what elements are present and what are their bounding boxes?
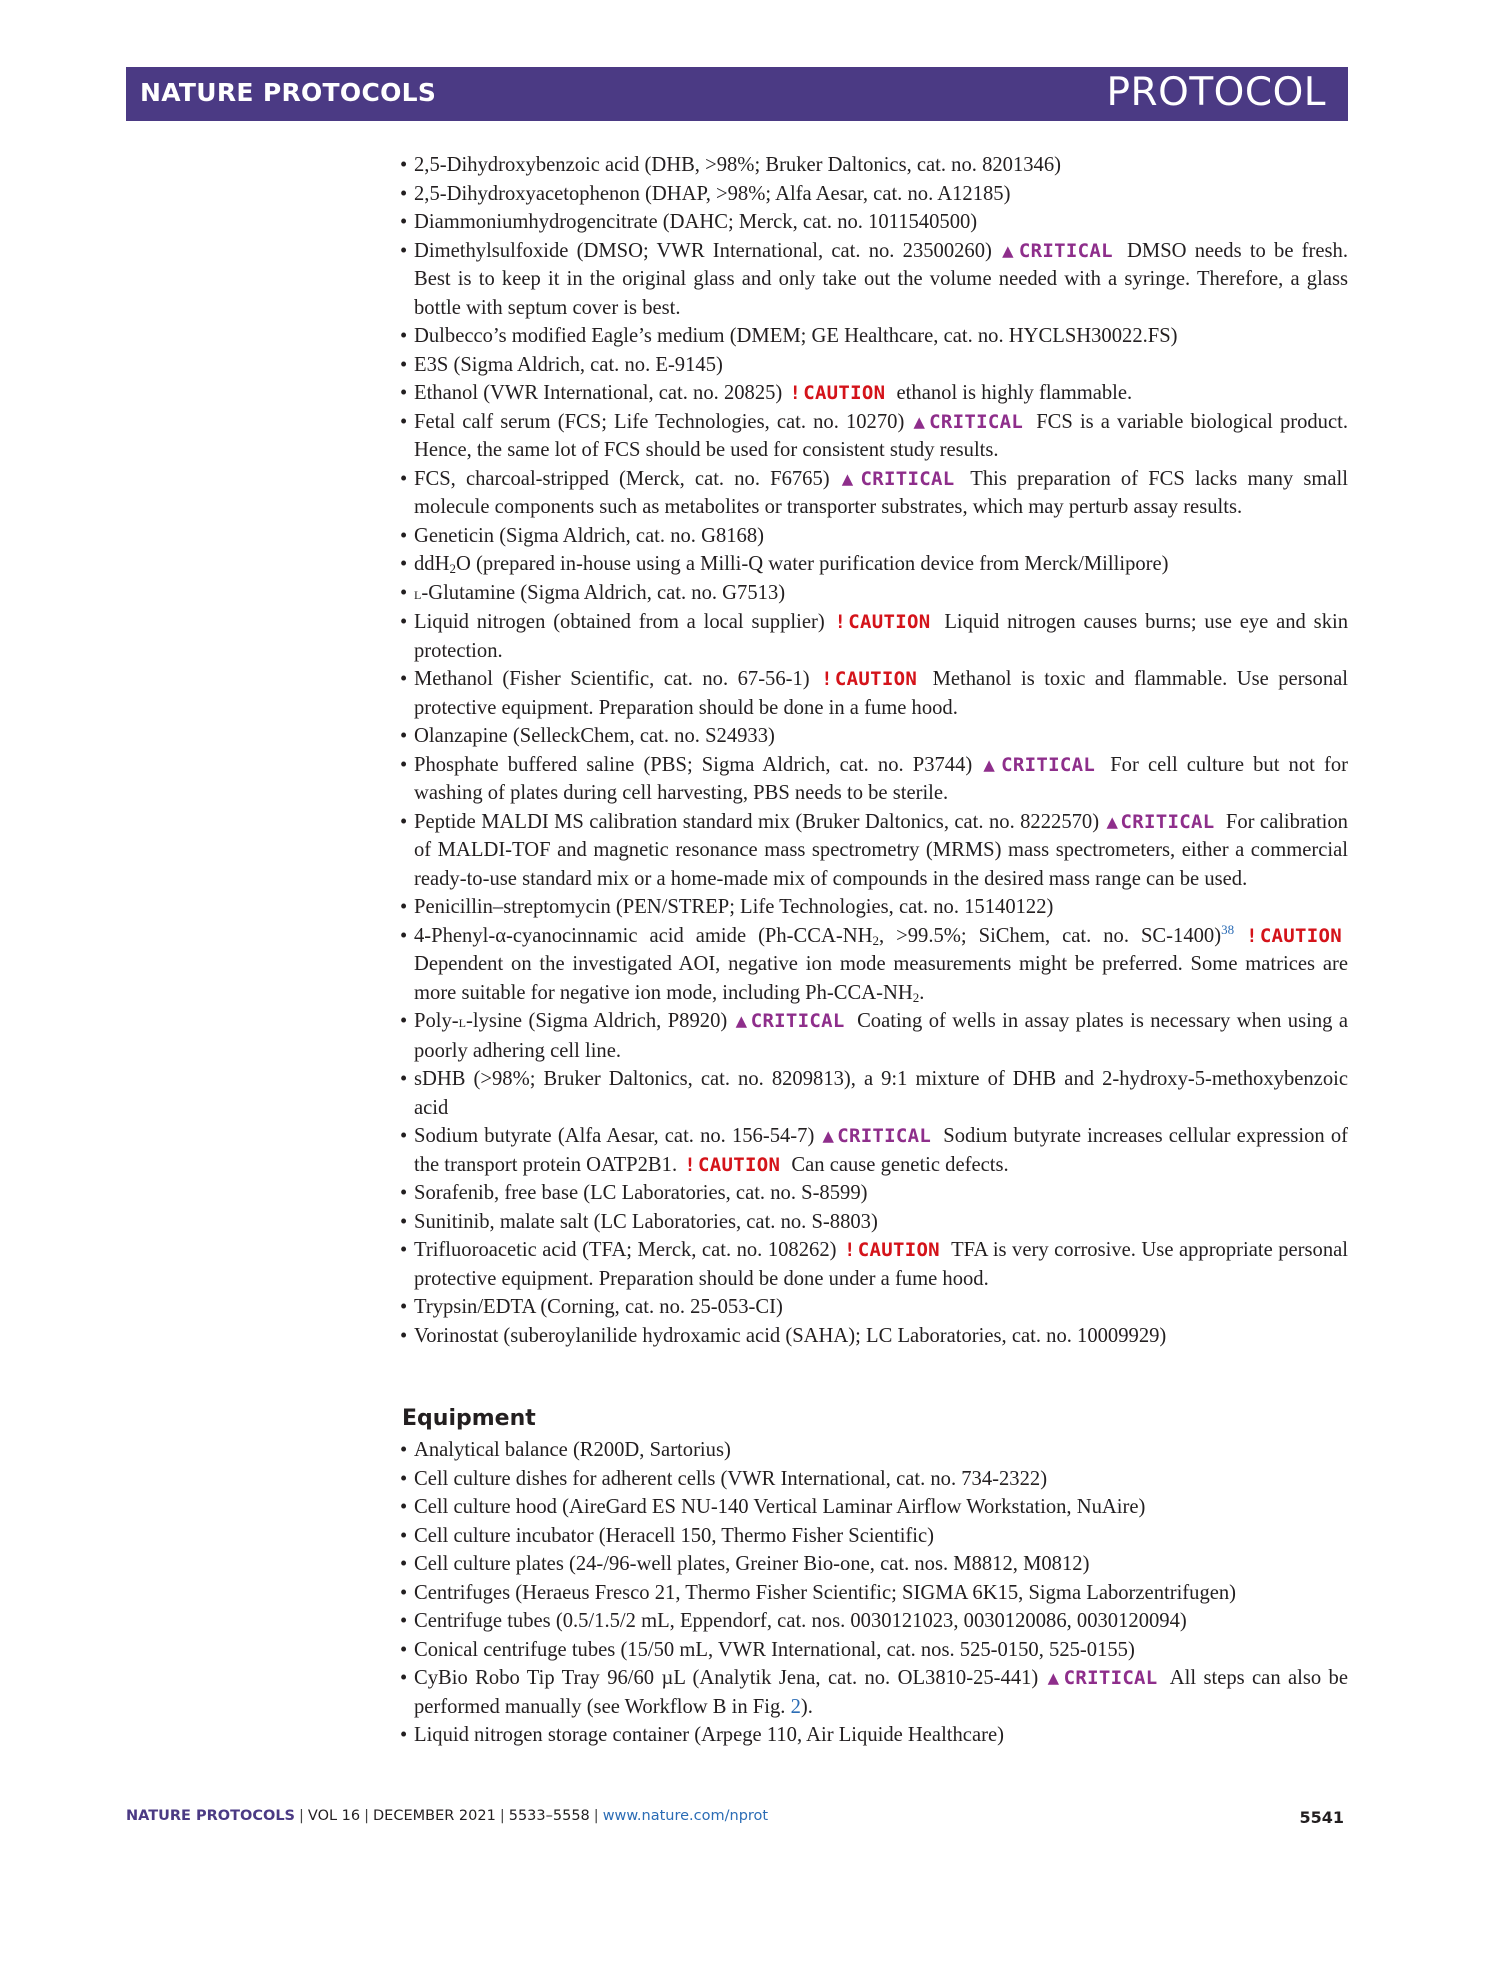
critical-triangle-icon: ▲ <box>983 753 1000 776</box>
list-item: • 4-Phenyl-α-cyanocinnamic acid amide ($Ph-CCA-NH_2$, >99.5%; SiChem, cat. no. SC-1400)$^{38}$ ! CAUTION Dependent on the investigated AOI, negative ion mode measurements might be preferred. Some matrices are more suitable for negative ion mode, including $Ph-CCA-NH_2$. <box>402 922 1348 1008</box>
list-item: • Dimethylsulfoxide (DMSO; VWR International, cat. no. 23500260) ▲ CRITICAL DMSO needs to be fresh. Best is to keep it in the original glass and only take out the volume needed with a syringe. Therefore, a glass bottle with septum cover is best. <box>402 237 1348 323</box>
equipment-heading: Equipment <box>402 1406 536 1431</box>
critical-triangle-icon: ▲ <box>1002 239 1017 262</box>
list-item: • Olanzapine (SelleckChem, cat. no. S24933) <box>402 722 1348 751</box>
list-item: • Diammoniumhydrogencitrate (DAHC; Merck, cat. no. 1011540500) <box>402 208 1348 237</box>
main-content <box>402 151 1348 1750</box>
list-item: • Centrifuge tubes (0.5/1.5/2 mL, Eppendorf, cat. nos. 0030121023, 0030120086, 0030120094) <box>402 1607 1348 1636</box>
list-item: • Sodium butyrate (Alfa Aesar, cat. no. 156-54-7) ▲ CRITICAL Sodium butyrate increases cellular expression of the transport protein OATP2B1. ! CAUTION Can cause genetic defects. <box>402 1122 1348 1179</box>
footer-pages: 5533–5558 <box>508 1808 590 1824</box>
list-item: • Centrifuges (Heraeus Fresco 21, Thermo Fisher Scientific; SIGMA 6K15, Sigma Laborzentrifugen) <box>402 1579 1348 1608</box>
caution-exclamation-icon: ! <box>834 611 847 633</box>
footer-journal: NATURE PROTOCOLS <box>126 1808 296 1824</box>
page-footer: NATURE PROTOCOLS | VOL 16 | DECEMBER 2021 | 5533–5558 | www.nature.com/nprot 5541 <box>126 1808 1344 1827</box>
list-item: • CyBio Robo Tip Tray 96/60 µL (Analytik Jena, cat. no. OL3810-25-441) ▲ CRITICAL All steps can also be performed manually (see Workflow B in Fig. 2). <box>402 1664 1348 1721</box>
list-item: • Sunitinib, malate salt (LC Laboratories, cat. no. S-8803) <box>402 1208 1348 1237</box>
list-item: • Poly-l-lysine (Sigma Aldrich, P8920) ▲ CRITICAL Coating of wells in assay plates is necessary when using a poorly adhering cell line. <box>402 1007 1348 1065</box>
list-item: • Analytical balance (R200D, Sartorius) <box>402 1436 1348 1465</box>
caution-tag: ! CAUTION <box>789 382 886 404</box>
caution-tag: ! CAUTION <box>684 1153 781 1176</box>
list-item: • Geneticin (Sigma Aldrich, cat. no. G8168) <box>402 522 1348 551</box>
list-item: • Cell culture incubator (Heracell 150, Thermo Fisher Scientific) <box>402 1522 1348 1551</box>
reference-link[interactable]: 38 <box>1221 921 1235 937</box>
list-item: • Cell culture dishes for adherent cells (VWR International, cat. no. 734-2322) <box>402 1465 1348 1494</box>
critical-tag: ▲ CRITICAL <box>983 753 1096 776</box>
critical-tag: ▲ CRITICAL <box>735 1010 845 1032</box>
list-item: • Trypsin/EDTA (Corning, cat. no. 25-053-CI) <box>402 1293 1348 1322</box>
critical-triangle-icon: ▲ <box>1047 1667 1062 1689</box>
figure-link[interactable]: 2 <box>790 1695 801 1718</box>
list-item: • Dulbecco’s modified Eagle’s medium (DMEM; GE Healthcare, cat. no. HYCLSH30022.FS) <box>402 322 1348 351</box>
list-item: • Liquid nitrogen storage container (Arpege 110, Air Liquide Healthcare) <box>402 1721 1348 1750</box>
list-item: • E3S (Sigma Aldrich, cat. no. E-9145) <box>402 351 1348 380</box>
caution-tag: ! CAUTION <box>834 611 931 633</box>
critical-triangle-icon: ▲ <box>822 1125 836 1147</box>
page-number: 5541 <box>1299 1808 1344 1827</box>
critical-tag: ▲ CRITICAL <box>1106 810 1215 833</box>
list-item: • FCS, charcoal-stripped (Merck, cat. no. F6765) ▲ CRITICAL This preparation of FCS lacks many small molecule components such as metabolites or transporter substrates, which may perturb assay results. <box>402 465 1348 522</box>
list-item: • Phosphate buffered saline (PBS; Sigma Aldrich, cat. no. P3744) ▲ CRITICAL For cell culture but not for washing of plates during cell harvesting, PBS needs to be sterile. <box>402 751 1348 808</box>
critical-tag: ▲ CRITICAL <box>1047 1667 1158 1689</box>
footer-date: DECEMBER 2021 <box>373 1808 496 1824</box>
list-item: • ddH$_2$O (prepared in-house using a Milli-Q water purification device from Merck/Millipore) <box>402 550 1348 579</box>
list-item: • Cell culture plates (24-/96-well plates, Greiner Bio-one, cat. nos. M8812, M0812) <box>402 1550 1348 1579</box>
journal-name: NATURE PROTOCOLS <box>140 78 437 107</box>
critical-triangle-icon: ▲ <box>841 467 859 490</box>
journal-header <box>126 67 1348 121</box>
caution-exclamation-icon: ! <box>684 1153 697 1176</box>
list-item: • Cell culture hood (AireGard ES NU-140 Vertical Laminar Airflow Workstation, NuAire) <box>402 1493 1348 1522</box>
caution-tag: ! CAUTION <box>821 668 918 690</box>
caution-exclamation-icon: ! <box>821 668 833 690</box>
list-item: • Ethanol (VWR International, cat. no. 20825) ! CAUTION ethanol is highly flammable. <box>402 379 1348 408</box>
list-item: • Conical centrifuge tubes (15/50 mL, VWR International, cat. nos. 525-0150, 525-0155) <box>402 1636 1348 1665</box>
article-type: PROTOCOL <box>1106 70 1326 115</box>
critical-tag: ▲ CRITICAL <box>822 1125 932 1147</box>
caution-exclamation-icon: ! <box>844 1239 856 1261</box>
list-item: • Peptide MALDI MS calibration standard mix (Bruker Daltonics, cat. no. 8222570) ▲ CRITICAL For calibration of MALDI-TOF and magnetic resonance mass spectrometry (MRMS) mass spectrometers, either a commercial ready-to-use standard mix or a home-made mix of compounds in the desired mass range can be used. <box>402 808 1348 894</box>
caution-tag: ! CAUTION <box>1246 924 1342 947</box>
critical-triangle-icon: ▲ <box>913 410 928 433</box>
critical-tag: ▲ CRITICAL <box>1002 239 1113 262</box>
list-item: • Vorinostat (suberoylanilide hydroxamic acid (SAHA); LC Laboratories, cat. no. 10009929) <box>402 1322 1348 1351</box>
list-item: • Liquid nitrogen (obtained from a local supplier) ! CAUTION Liquid nitrogen causes burns; use eye and skin protection. <box>402 608 1348 665</box>
caution-exclamation-icon: ! <box>789 382 802 404</box>
list-item: • sDHB (>98%; Bruker Daltonics, cat. no. 8209813), a 9:1 mixture of DHB and 2-hydroxy-5-methoxybenzoic acid <box>402 1065 1348 1122</box>
critical-triangle-icon: ▲ <box>735 1010 749 1032</box>
reagents-list <box>402 151 1348 1350</box>
critical-triangle-icon: ▲ <box>1106 810 1119 833</box>
list-item: • Fetal calf serum (FCS; Life Technologies, cat. no. 10270) ▲ CRITICAL FCS is a variable biological product. Hence, the same lot of FCS should be used for consistent study results. <box>402 408 1348 465</box>
list-item: • Sorafenib, free base (LC Laboratories, cat. no. S-8599) <box>402 1179 1348 1208</box>
list-item: • Trifluoroacetic acid (TFA; Merck, cat. no. 108262) ! CAUTION TFA is very corrosive. Use appropriate personal protective equipment. Preparation should be done under a fume hood. <box>402 1236 1348 1293</box>
caution-exclamation-icon: ! <box>1246 924 1258 947</box>
list-item: • 2,5-Dihydroxyacetophenon (DHAP, >98%; Alfa Aesar, cat. no. A12185) <box>402 180 1348 209</box>
list-item: • 2,5-Dihydroxybenzoic acid (DHB, >98%; Bruker Daltonics, cat. no. 8201346) <box>402 151 1348 180</box>
list-item: • Penicillin–streptomycin (PEN/STREP; Life Technologies, cat. no. 15140122) <box>402 893 1348 922</box>
list-item: • Methanol (Fisher Scientific, cat. no. 67-56-1) ! CAUTION Methanol is toxic and flammable. Use personal protective equipment. Preparation should be done in a fume hood. <box>402 665 1348 722</box>
footer-website-link[interactable]: www.nature.com/nprot <box>602 1808 769 1824</box>
caution-tag: ! CAUTION <box>844 1239 940 1261</box>
critical-tag: ▲ CRITICAL <box>841 467 955 490</box>
footer-volume: VOL 16 <box>307 1808 361 1824</box>
equipment-list <box>402 1436 1348 1750</box>
critical-tag: ▲ CRITICAL <box>913 410 1024 433</box>
list-item: • l-Glutamine (Sigma Aldrich, cat. no. G7513) <box>402 579 1348 609</box>
